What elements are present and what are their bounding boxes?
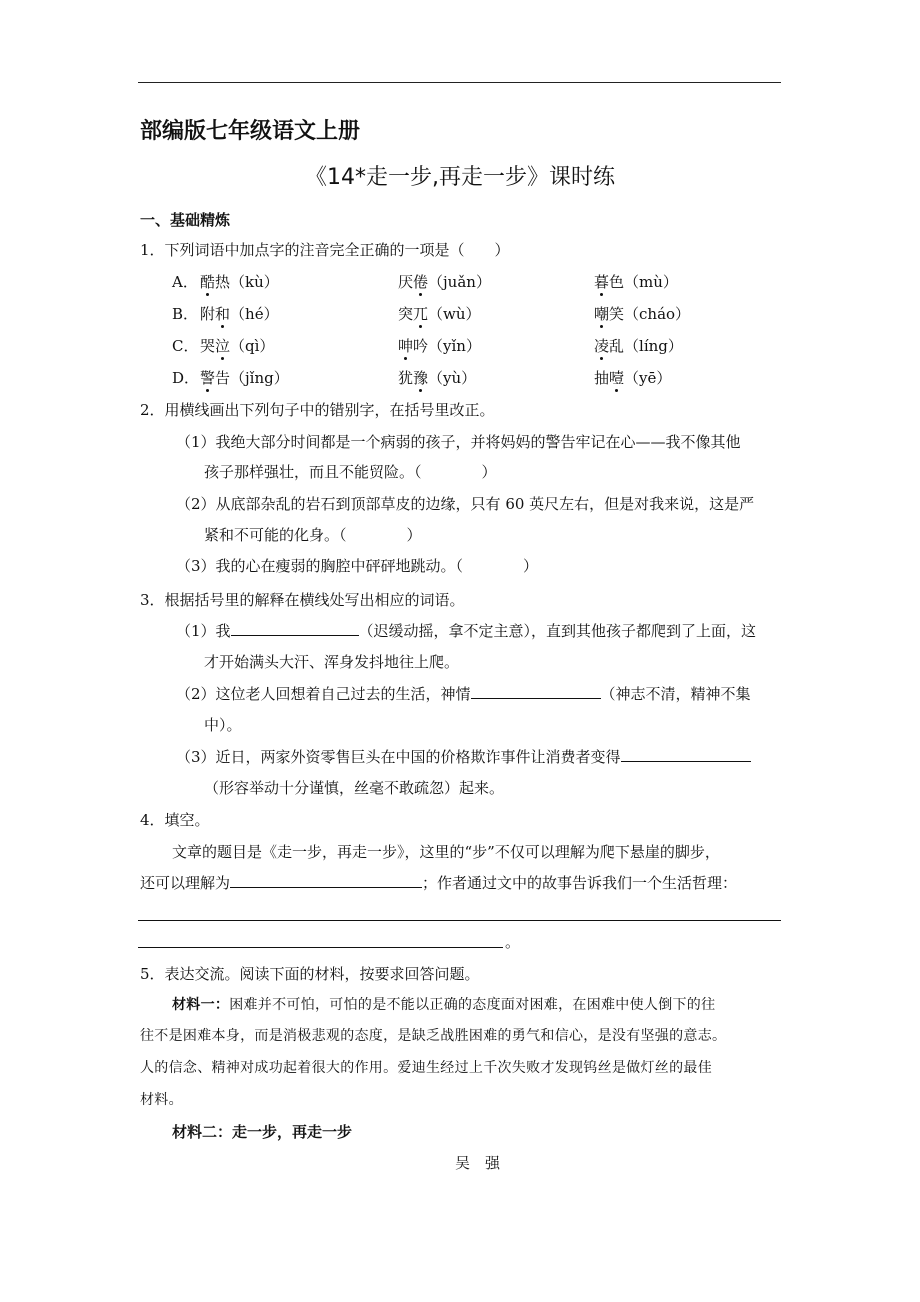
material-2-title: 材料二：走一步，再走一步 bbox=[172, 1123, 353, 1141]
answer-line[interactable] bbox=[138, 947, 503, 948]
q5-stem: 5．表达交流。阅读下面的材料，按要求回答问题。 bbox=[140, 965, 480, 983]
q1-a-2: 厌倦（juǎn） bbox=[398, 273, 491, 291]
q3-stem: 3．根据括号里的解释在横线处写出相应的词语。 bbox=[140, 591, 465, 609]
material-1-line4: 材料。 bbox=[140, 1092, 183, 1108]
section-heading: 一、基础精炼 bbox=[140, 211, 231, 229]
q1-a-3: 暮色（mù） bbox=[594, 273, 678, 291]
answer-line[interactable] bbox=[138, 920, 781, 921]
answer-blank[interactable] bbox=[621, 747, 751, 762]
author-name: 吴 强 bbox=[455, 1154, 501, 1172]
material-1-line1: 材料一：困难并不可怕，可怕的是不能以正确的态度面对困难，在困难中使人倒下的往 bbox=[172, 997, 716, 1013]
material-1-line3: 人的信念、精神对成功起着很大的作用。爱迪生经过上千次失败才发现钨丝是做灯丝的最佳 bbox=[140, 1060, 712, 1076]
q1-option-c-label: C． bbox=[172, 337, 199, 355]
page-title: 《14*走一步,再走一步》课时练 bbox=[305, 165, 615, 190]
q1-b-1: 附和（hé） bbox=[200, 305, 279, 323]
answer-blank[interactable] bbox=[471, 684, 601, 699]
q4-para-line2: 还可以理解为 ；作者通过文中的故事告诉我们一个生活哲理： bbox=[140, 874, 738, 892]
q1-c-2: 呻吟（yǐn） bbox=[398, 337, 481, 355]
q4-end-mark: 。 bbox=[505, 933, 521, 951]
series-title: 部编版七年级语文上册 bbox=[140, 119, 361, 144]
q2-s3: （3）我的心在瘦弱的胸腔中砰砰地跳动。（ ） bbox=[176, 557, 539, 575]
q2-s2-line1: （2）从底部杂乱的岩石到顶部草皮的边缘，只有 60 英尺左右，但是对我来说，这是严 bbox=[176, 495, 755, 513]
q1-option-d-label: D． bbox=[172, 369, 200, 387]
q3-s3-line2: （形容举动十分谨慎，丝毫不敢疏忽）起来。 bbox=[204, 779, 505, 797]
q2-s2-line2: 紧和不可能的化身。（ ） bbox=[204, 526, 422, 544]
q2-s1-line1: （1）我绝大部分时间都是一个病弱的孩子，并将妈妈的警告牢记在心——我不像其他 bbox=[176, 433, 741, 451]
q2-s1-line2: 孩子那样强壮，而且不能贸险。（ ） bbox=[204, 463, 497, 481]
q1-b-2: 突兀（wù） bbox=[398, 305, 481, 323]
q1-option-b-label: B． bbox=[172, 305, 199, 323]
header-rule bbox=[138, 82, 781, 83]
q1-stem: 1．下列词语中加点字的注音完全正确的一项是（ ） bbox=[140, 241, 510, 259]
q1-d-1: 警告（jǐng） bbox=[200, 369, 289, 387]
q1-d-2: 犹豫（yù） bbox=[398, 369, 477, 387]
q1-b-3: 嘲笑（cháo） bbox=[594, 305, 691, 323]
answer-blank[interactable] bbox=[230, 873, 422, 888]
q1-c-3: 凌乱（líng） bbox=[594, 337, 683, 355]
q3-s2-line2: 中）。 bbox=[204, 716, 242, 734]
q2-stem: 2．用横线画出下列句子中的错别字，在括号里改正。 bbox=[140, 401, 495, 419]
q4-stem: 4．填空。 bbox=[140, 811, 210, 829]
material-1-line2: 往不是困难本身，而是消极悲观的态度，是缺乏战胜困难的勇气和信心，是没有坚强的意志。 bbox=[140, 1028, 727, 1044]
q3-s1-line1: （1）我 （迟缓动摇，拿不定主意），直到其他孩子都爬到了上面，这 bbox=[176, 622, 757, 640]
q3-s1-line2: 才开始满头大汗、浑身发抖地往上爬。 bbox=[204, 653, 460, 671]
q1-c-1: 哭泣（qì） bbox=[200, 337, 275, 355]
q1-a-1: 酷热（kù） bbox=[200, 273, 279, 291]
q1-option-a-label: A． bbox=[172, 273, 198, 291]
q3-s2-line1: （2）这位老人回想着自己过去的生活，神情 （神志不清，精神不集 bbox=[176, 685, 751, 703]
q1-d-3: 抽噎（yē） bbox=[594, 369, 672, 387]
q3-s3-line1: （3）近日，两家外资零售巨头在中国的价格欺诈事件让消费者变得 bbox=[176, 747, 751, 767]
q4-para-line1: 文章的题目是《走一步，再走一步》，这里的“步”不仅可以理解为爬下悬崖的脚步， bbox=[172, 843, 720, 861]
answer-blank[interactable] bbox=[231, 621, 359, 636]
